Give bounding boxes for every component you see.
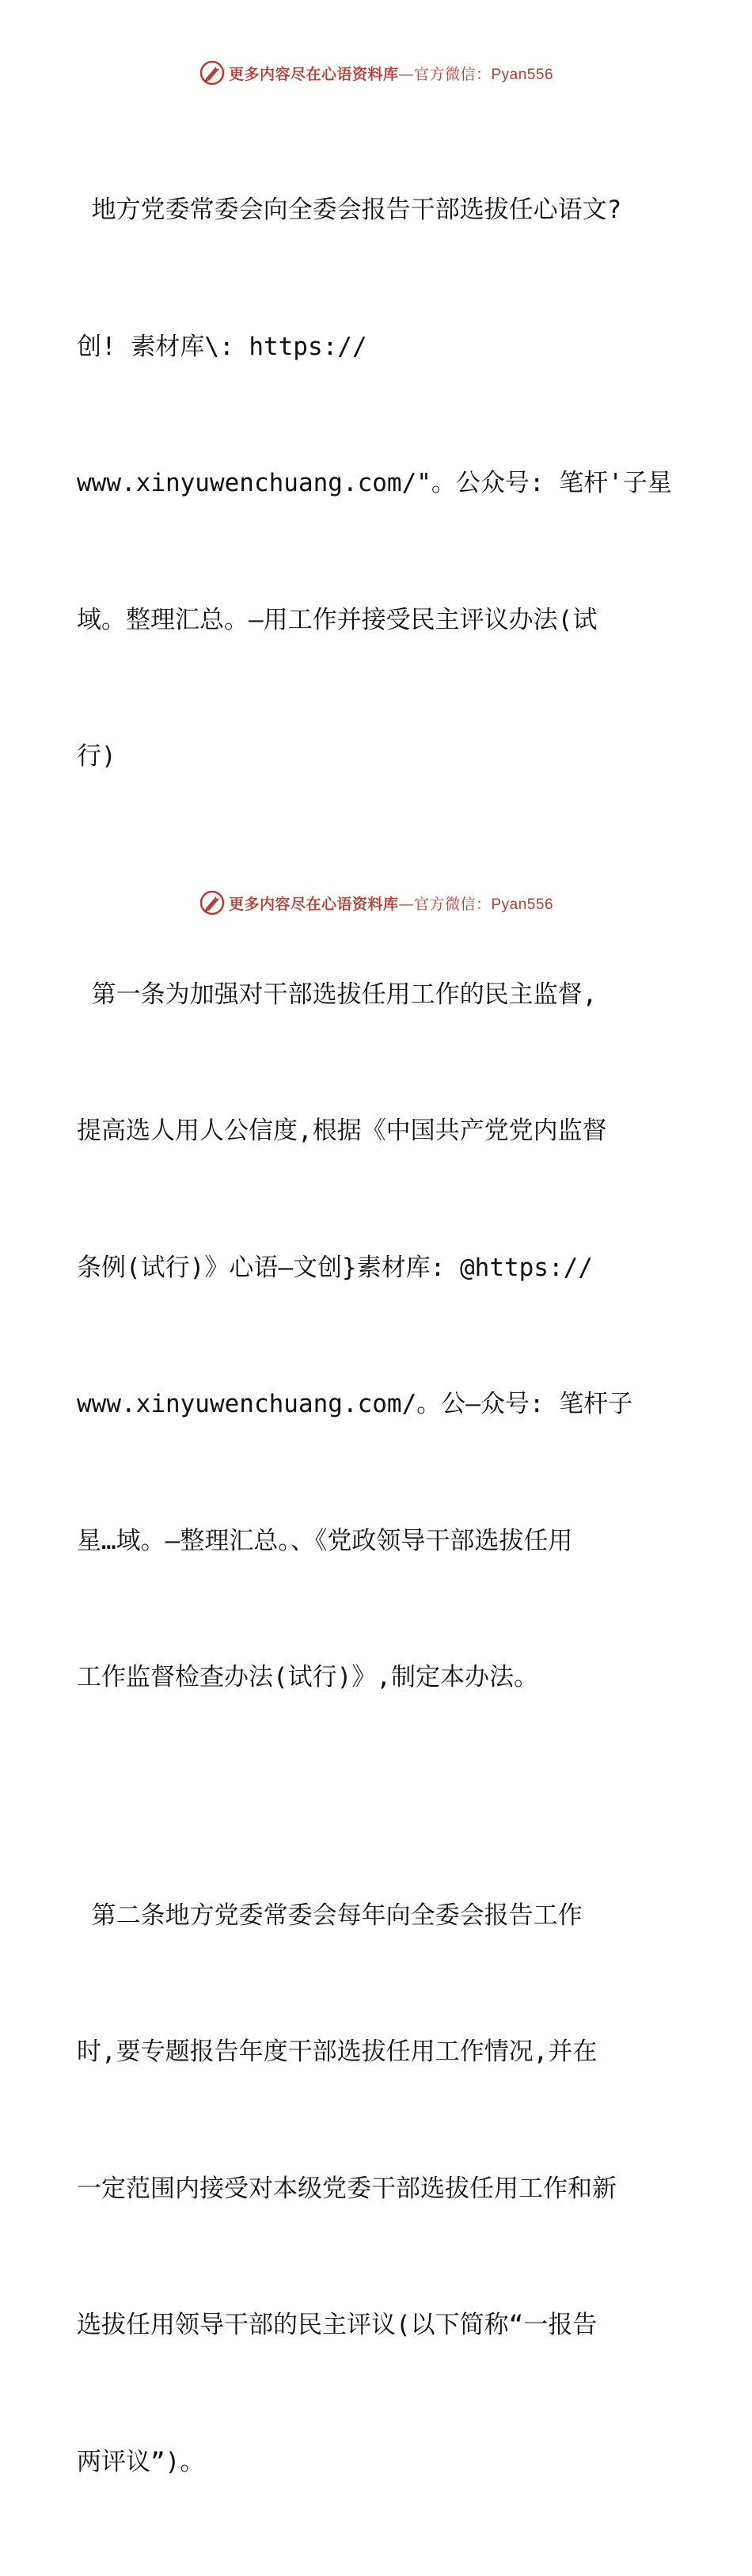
paragraph-article-1 — [77, 881, 678, 1792]
banner-text — [229, 892, 553, 914]
text-line: 地方党委常委会向全委会报告干部选拔任心语文? — [77, 188, 678, 234]
banner-account: Pyan556 — [492, 896, 554, 913]
paragraph-title — [77, 97, 678, 871]
text-line: 域。整理汇总。—用工作并接受民主评议办法(试 — [77, 598, 678, 644]
text-line: www.xinyuwenchuang.com/"。公众号: 笔杆'子星 — [77, 461, 678, 507]
header-banner — [0, 55, 752, 90]
text-line: 行) — [77, 734, 678, 780]
text-line: 星…域。—整理汇总。、《党政领导干部选拔任用 — [77, 1519, 678, 1565]
text-line: 选拔任用领导干部的民主评议(以下简称“一报告 — [77, 2303, 678, 2349]
banner-main-text: 更多内容尽在心语资料库 — [229, 896, 399, 913]
text-line: 两评议”)。 — [77, 2440, 678, 2486]
document-body — [77, 97, 678, 2576]
text-line: 第一条为加强对干部选拔任用工作的民主监督, — [77, 972, 678, 1018]
banner-wechat-label: 官方微信： — [414, 896, 492, 913]
banner-dash: — — [398, 66, 414, 83]
text-line: 一定范围内接受对本级党委干部选拔任用工作和新 — [77, 2167, 678, 2213]
banner-dash: — — [398, 896, 414, 913]
banner-main-text: 更多内容尽在心语资料库 — [229, 66, 399, 83]
pen-logo-icon — [199, 59, 226, 86]
banner-account: Pyan556 — [492, 67, 554, 83]
pen-logo-icon — [199, 889, 226, 916]
text-line: 提高选人用人公信度,根据《中国共产党党内监督 — [77, 1109, 678, 1155]
text-line: 工作监督检查办法(试行)》,制定本办法。 — [77, 1655, 678, 1701]
text-line: 条例(试行)》心语—文创}素材库: @https:// — [77, 1246, 678, 1292]
text-line: 时,要专题报告年度干部选拔任用工作情况,并在 — [77, 2030, 678, 2076]
banner-text — [229, 63, 553, 84]
footer-banner — [0, 885, 752, 920]
banner-wechat-label: 官方微信： — [414, 66, 492, 83]
text-line: 第二条地方党委常委会每年向全委会报告工作 — [77, 1893, 678, 1939]
paragraph-article-2 — [77, 1802, 678, 2576]
text-line: 创! 素材库\: https:// — [77, 325, 678, 371]
document-page — [0, 0, 752, 974]
text-line: www.xinyuwenchuang.com/。公—众号: 笔杆子 — [77, 1382, 678, 1428]
